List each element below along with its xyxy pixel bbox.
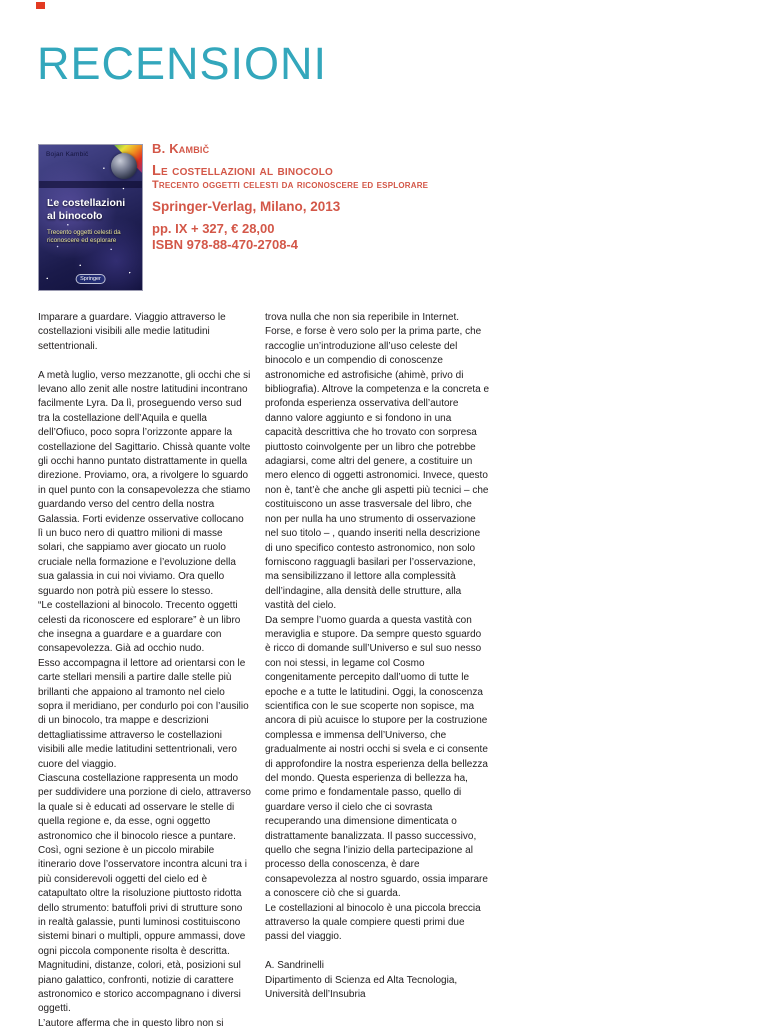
paragraph: Esso accompagna il lettore ad orientarsi con le carte stellari mensili a partire dalle stelle più brillanti che appaiono al tramonto nel cielo sopra il meridiano, per condurlo poi con l’ausilio di un binocolo, tra mappe e descrizioni dettagliatissime attraverso le costellazioni visibili alle medie latitudini settentrionali, vero cuore del viaggio. <box>38 657 249 770</box>
springer-logo: Springer <box>75 274 106 284</box>
book-title: Le costellazioni al binocolo <box>152 163 333 179</box>
planet-sphere-graphic <box>111 153 137 179</box>
cover-title: Le costellazioni al binocolo <box>47 197 126 222</box>
book-metadata <box>152 141 428 252</box>
paragraph: Le costellazioni al binocolo è una piccola breccia attraverso la quale compiere questi primi due passi del viaggio. <box>265 902 481 943</box>
review-column-right-text <box>265 311 489 945</box>
paragraph: A. Sandrinelli <box>265 960 324 972</box>
publisher-line: Springer-Verlag, Milano, 2013 <box>152 199 341 214</box>
paragraph: Dipartimento di Scienza ed Alta Tecnologia, <box>265 974 458 986</box>
book-subtitle: Trecento oggetti celesti da riconoscere ed esplorare <box>152 179 429 191</box>
red-section-marker <box>36 2 45 9</box>
paragraph: “Le costellazioni al binocolo. Trecento oggetti celesti da riconoscere ed esplorare” è un libro che insegna a guardare e a guardare con consapevolezza. Già ad occhio nudo. <box>38 600 241 655</box>
reviewer-signature <box>265 959 489 1002</box>
paragraph: Da sempre l’uomo guarda a questa vastità con meraviglia e stupore. Da sempre questo sguardo è ricco di domande sull’Universo e sul suo nesso con noi stessi, in legame col Cosmo congenitamente percepito dall’uomo di tutte le epoche e a tutte le latitudini. Oggi, la conoscenza scientifica con le sue scoperte non sopisce, ma ancora di più acuisce lo stupore per la costruzione complessa e immensa dell’Universo, che gradualmente ai nostri occhi si svela e ci consente di approfondire la nostra esperienza della bellezza del mondo. Questa esperienza di bellezza ha, come primo e fondamentale passo, quello di guardare verso il cielo che ci sovrasta recuperando una dimensione dimenticata o distrattamente banalizzata. Il passo successivo, quello che segna l’inizio della partecipazione al processo della conoscenza, è dare consapevolezza al nostro sguardo, ossia imparare a conoscere ciò che si guarda. <box>265 614 488 900</box>
review-column-left <box>38 311 251 1031</box>
cover-subtitle: Trecento oggetti celesti da riconoscere ed esplorare <box>47 229 121 244</box>
book-cover <box>39 145 142 290</box>
paragraph: Imparare a guardare. Viaggio attraverso le costellazioni visibili alle medie latitudini settentrionali. <box>38 312 226 352</box>
cover-author-name: Bojan Kambič <box>46 151 89 158</box>
paragraph: Ciascuna costellazione rappresenta un modo per suddividere una porzione di cielo, attraverso la quale si è educati ad osservare le stelle di quella regione e, da esse, ogni oggetto astronomico che il binocolo riesce a puntare. <box>38 772 251 842</box>
cover-divider-band <box>39 181 142 188</box>
page-title: RECENSIONI <box>37 38 328 90</box>
paragraph: A metà luglio, verso mezzanotte, gli occhi che si levano allo zenit alle nostre latitudini incontrano facilmente Lyra. Da lì, proseguendo verso sud tra la costellazione dell’Aquila e quella dell’Ofiuco, poco sopra l’orizzonte appare la costellazione del Sagittario. Chissà quante volte gli occhi hanno puntato distrattamente in quella direzione. Proviamo, ora, a rivolgere lo sguardo in quel punto con la consapevolezza che stiamo guardando verso del centro della nostra Galassia. Forti evidenze osservative collocano lì un buco nero di quattro milioni di masse solari, che sappiamo aver giocato un ruolo cruciale nella formazione e l’evoluzione della sua galassia in cui noi viviamo. Ora quello sguardo non potrà più essere lo stesso. <box>38 369 251 597</box>
paragraph: Così, ogni sezione è un piccolo mirabile itinerario dove l’osservatore incontra alcuni tra i più considerevoli oggetti del cielo ed è catapultato oltre la risoluzione piuttosto ridotta dello strumento: batuffoli privi di strutture sono in realtà galassie, punti luminosi costituiscono sistemi binari o multipli, oppure ammassi, dove ogni piccola componente risolta è descritta. Magnitudini, distanze, colori, età, posizioni sul piano galattico, confronti, notizie di carattere astronomico e storico accompagnano i diversi oggetti. <box>38 845 247 1015</box>
review-column-right <box>265 311 489 1002</box>
isbn-line: ISBN 978-88-470-2708-4 <box>152 237 298 252</box>
paragraph: Università dell’Insubria <box>265 989 366 1001</box>
pages-price-line: pp. IX + 327, € 28,00 <box>152 221 275 236</box>
paragraph: trova nulla che non sia reperibile in Internet. Forse, e forse è vero solo per la prima parte, che raccoglie un’introduzione all’uso celeste del binocolo e un compendio di conoscenze astronomiche ed astrofisiche (ahimè, privo di bibliografia). Altrove la competenza e la concreta e profonda esperienza osservativa dell’autore danno valore aggiunto e si fondono in una capacità descrittiva che ho trovato con sorpresa piuttosto coinvolgente per un libro che potrebbe adagiarsi, come altri del genere, a costituire un mero elenco di oggetti astronomici. Invece, questo non è, tant’è che anche gli aspetti più tecnici – che costituiscono un asse trasversale del libro, che non per nulla ha uno strumento di osservazione nel suo titolo – , quando inseriti nella descrizione di uno specifico contesto astronomico, non solo forniscono ragguagli basilari per l’osservazione, ma sensibilizzano il lettore alla complessità dell’indagine, alla densità delle strutture, alla vastità del cielo. <box>265 312 490 612</box>
book-author: B. Kambič <box>152 141 210 156</box>
paragraph: L’autore afferma che in questo libro non si <box>38 1017 224 1029</box>
